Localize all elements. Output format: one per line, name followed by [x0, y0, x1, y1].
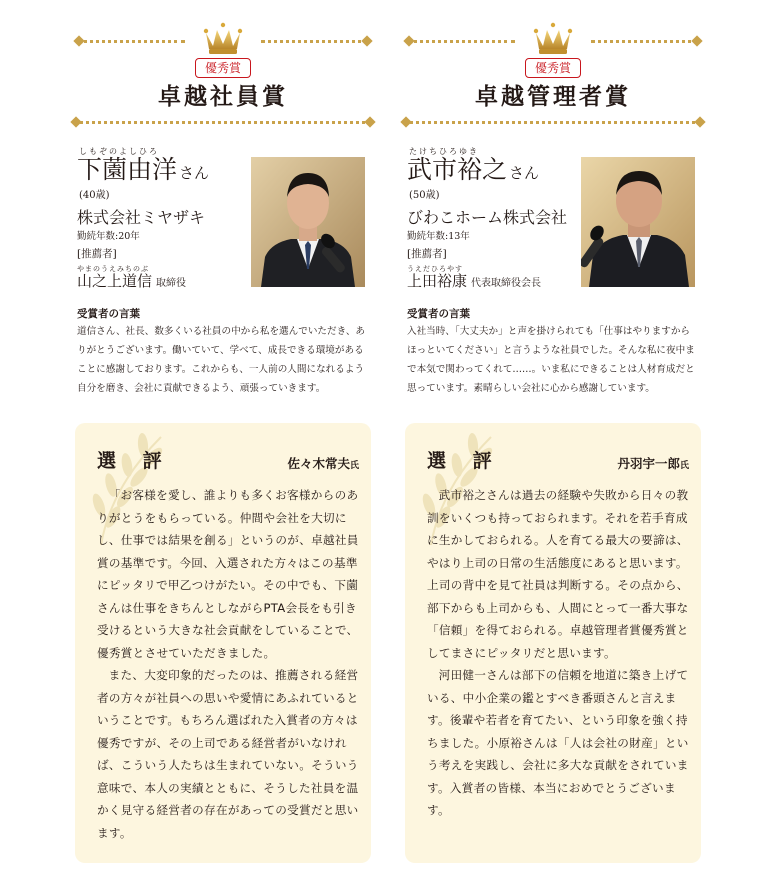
company-name: 株式会社ミヤザキ [77, 208, 206, 227]
award-header [405, 22, 701, 110]
divider-ornament [361, 35, 372, 46]
crown-icon [203, 22, 243, 56]
review-heading: 選 評 [97, 450, 172, 472]
winner-name [407, 156, 539, 187]
divider [77, 40, 185, 43]
award-column-employee [75, 0, 371, 889]
recommender-name-text: 上田裕康 [407, 272, 468, 290]
judge-name [287, 454, 359, 472]
review-text [97, 484, 359, 844]
divider [591, 40, 699, 43]
divider-ornament [691, 35, 702, 46]
name-ruby: たけちひろゆき [409, 147, 479, 156]
award-header [75, 22, 371, 110]
judge-suffix: 氏 [349, 461, 359, 471]
winner-name [77, 156, 209, 187]
recommender-name [407, 270, 541, 291]
divider-ornament [403, 35, 414, 46]
divider [261, 40, 369, 43]
honorific: さん [179, 164, 210, 182]
winner-photo [251, 157, 365, 287]
recommender-title: 取締役 [156, 278, 187, 289]
review-paragraph: また、大変印象的だったのは、推薦される経営者の方々が社員への思いや愛情にあふれているということです。もちろん選ばれた入賞者の方々は優秀ですが、その上司である経営者がいなければ、こういう人たちは生まれていない。そういう意味で、本人の実績とともに、そうした社員を温かく見守る経営者の存在があっての受賞だと思います。 [97, 668, 359, 840]
award-column-manager [405, 0, 701, 889]
name-ruby: しもぞのよしひろ [79, 147, 159, 156]
years-of-service: 勤続年数:20年 [77, 231, 140, 242]
divider [75, 121, 371, 124]
recommender-ruby: やまのうえみちのぶ [77, 265, 149, 273]
review-text [427, 484, 689, 822]
review-paragraph: 武市裕之さんは過去の経験や失敗から日々の教訓をいくつも持っておられます。それを若手育成に生かしておられる。人を育てる最大の要諦は、やはり上司の日常の生活態度にあると思います。上司の背中を見て社員は判断する。その点から、部下からも上司からも、人間にとって一番大事な「信頼」を得ておられる。卓越管理者賞優秀賞としてまさにピッタリだと思います。 [427, 488, 689, 660]
recommender-label: [推薦者] [77, 248, 117, 260]
award-title: 卓越管理者賞 [475, 83, 631, 110]
winner-name-text: 武市裕之 [407, 155, 508, 184]
winner-photo [581, 157, 695, 287]
years-of-service: 勤続年数:13年 [407, 231, 470, 242]
recommender-title: 代表取締役会長 [471, 278, 542, 289]
winner-age: (40歳) [79, 190, 110, 201]
award-badge: 優秀賞 [195, 58, 251, 78]
message-heading: 受賞者の言葉 [77, 308, 140, 320]
winner-message: 入社当時、「大丈夫か」と声を掛けられても「仕事はやりますからほっといてください」と言うような社員でした。そんな私に夜中まで本気で関わってくれて……。いま私にできることは人材育成だと思っています。素晴らしい会社に心から感謝しています。 [407, 326, 695, 394]
divider-ornament [70, 116, 81, 127]
recommender-name [77, 270, 186, 291]
crown-icon [533, 22, 573, 56]
divider [405, 121, 701, 124]
review-paragraph: 河田健一さんは部下の信頼を地道に築き上げている、中小企業の鑑とすべき番頭さんと言えます。後輩や若者を育てたい、という印象を強く持ちました。小原裕さんは「人は会社の財産」という考えを実践し、会社に多大な貢献をされています。入賞者の皆様、本当におめでとうございます。 [427, 668, 689, 817]
review-paragraph: 「お客様を愛し、誰よりも多くお客様からのありがとうをもらっている。仲間や会社を大切にし、仕事では結果を創る」というのが、卓越社員賞の基準です。今回、入選された方々はこの基準にピッタリで甲乙つけがたい。その中でも、下薗さんは仕事をきちんとしながらPTA会長をも引き受けるという大きな社会貢献をしていることで、優秀賞とさせていただきました。 [97, 488, 359, 660]
award-badge: 優秀賞 [525, 58, 581, 78]
divider [407, 40, 515, 43]
winner-message: 道信さん、社長、数多くいる社員の中から私を選んでいただき、ありがとうございます。働いていて、学べて、成長できる環境があることに感謝しております。これからも、一人前の人間になれるよう自分を磨き、会社に貢献できるよう、頑張っていきます。 [77, 326, 366, 394]
honorific: さん [509, 164, 540, 182]
review-heading: 選 評 [427, 450, 502, 472]
judge-name-text: 丹羽宇一郎 [617, 456, 680, 471]
recommender-label: [推薦者] [407, 248, 447, 260]
company-name: びわこホーム株式会社 [407, 208, 568, 227]
judge-suffix: 氏 [679, 461, 689, 471]
recommender-name-text: 山之上道信 [77, 272, 153, 290]
divider-ornament [364, 116, 375, 127]
divider-ornament [694, 116, 705, 127]
divider-ornament [73, 35, 84, 46]
message-heading: 受賞者の言葉 [407, 308, 470, 320]
recommender-ruby: うえだひろやす [407, 265, 463, 273]
divider-ornament [400, 116, 411, 127]
judge-name-text: 佐々木常夫 [287, 456, 350, 471]
judge-name [617, 454, 689, 472]
award-title: 卓越社員賞 [158, 83, 288, 110]
winner-age: (50歳) [409, 190, 440, 201]
winner-name-text: 下薗由洋 [77, 155, 178, 184]
